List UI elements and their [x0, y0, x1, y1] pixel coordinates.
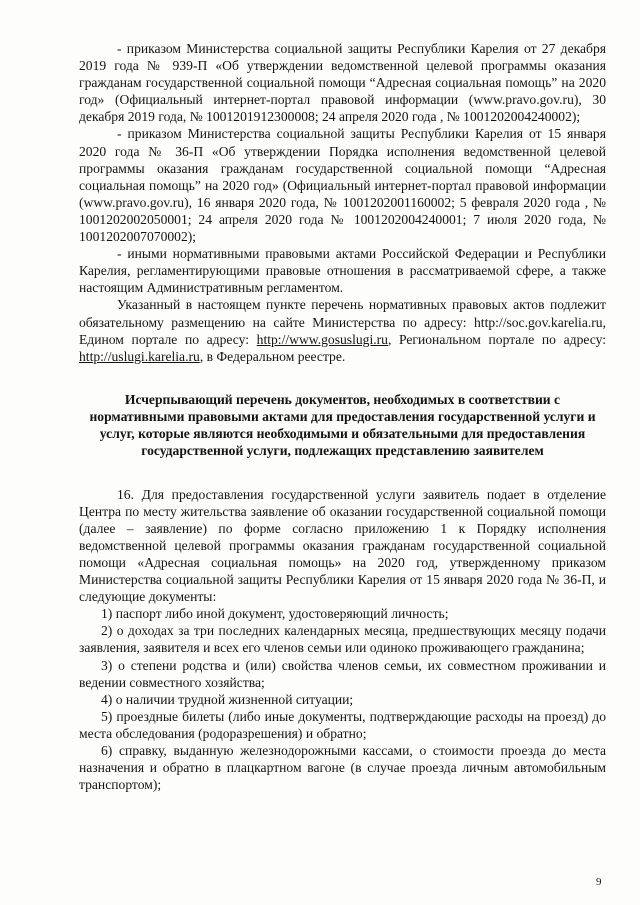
document-item: 1) паспорт либо иной документ, удостоверяющий личность; [101, 606, 449, 622]
publication-paragraph [79, 296, 606, 364]
section-heading: Исчерпывающий перечень документов, необходимых в соответствии с нормативными правовыми актами для предоставления государственной услуги и услуг, которые являются необходимыми и обязательными для предоставления государственной услуги, подлежащих представлению заявителем [89, 391, 596, 459]
gosuslugi-link[interactable]: http://www.gosuslugi.ru [256, 331, 388, 347]
document-item: 5) проездные билеты (либо иные документы, подтверждающие расходы на проезд) до места обследования (родоразрешения) и обратно; [79, 708, 606, 741]
publication-text-end: , в Федеральном реестре. [199, 348, 346, 364]
page-number: 9 [596, 876, 602, 888]
document-item: 2) о доходах за три последних календарных месяца, предшествующих месяцу подачи заявления, заявителя и всех его членов семьи или одиноко проживающего гражданина; [79, 623, 606, 656]
document-item: 6) справку, выданную железнодорожными кассами, о стоимости проезда до места назначения и обратно в плацкартном вагоне (в случае проезда личным автомобильным транспортом); [79, 743, 606, 793]
document-item: 4) о наличии трудной жизненной ситуации; [101, 691, 354, 707]
other-acts-paragraph: - иными нормативными правовыми актами Российской Федерации и Республики Карелия, регламентирующими правовые отношения в рассматриваемой сфере, а также настоящим Административным регламентом. [79, 246, 606, 296]
document-item: 3) о степени родства и (или) свойства членов семьи, их совместном проживании и ведении совместного хозяйства; [79, 657, 606, 690]
uslugi-karelia-link[interactable]: http://uslugi.karelia.ru [79, 348, 200, 364]
order-939-paragraph: - приказом Министерства социальной защиты Республики Карелия от 27 декабря 2019 года № 939-П «Об утверждении ведомственной целевой программы оказания гражданам государственной социальной помощи “Адресная социальная помощь” на 2020 год» (Официальный интернет-портал правовой информации (www.pravo.gov.ru), 30 декабря 2019 года, № 1001201912300008; 24 апреля 2020 года , № 1001202004240002); [79, 41, 606, 125]
publication-text-mid: , Региональном портале по адресу: [387, 331, 606, 347]
order-36-paragraph: - приказом Министерства социальной защиты Республики Карелия от 15 января 2020 года № 36-П «Об утверждении Порядка исполнения ведомственной целевой программы оказания гражданам государственной социальной помощи “Адресная социальная помощь” на 2020 год» (Официальный интернет-портал правовой информации (www.pravo.gov.ru), 16 января 2020 года, № 1001202001160002; 5 февраля 2020 года , № 1001202002050001; 24 апреля 2020 года № 1001202004240001; 7 июля 2020 года, № 1001202007070002); [79, 126, 606, 245]
legal-acts-list [79, 40, 606, 793]
publication-text-start: Указанный в настоящем пункте перечень нормативных правовых актов подлежит обязательному размещению на сайте Министерства по адресу: http://soc.gov.karelia.ru, Едином портале по адресу: [79, 297, 606, 347]
clause-16-paragraph: 16. Для предоставления государственной услуги заявитель подает в отделение Центра по месту жительства заявление об оказании государственной социальной помощи (далее – заявление) по форме согласно приложению 1 к Порядку исполнения ведомственной целевой программы оказания гражданам государственной социальной помощи «Адресная социальная помощь» на 2020 год, утвержденному приказом Министерства социальной защиты Республики Карелия от 15 января 2020 года № 36-П, и следующие документы: [79, 486, 606, 605]
